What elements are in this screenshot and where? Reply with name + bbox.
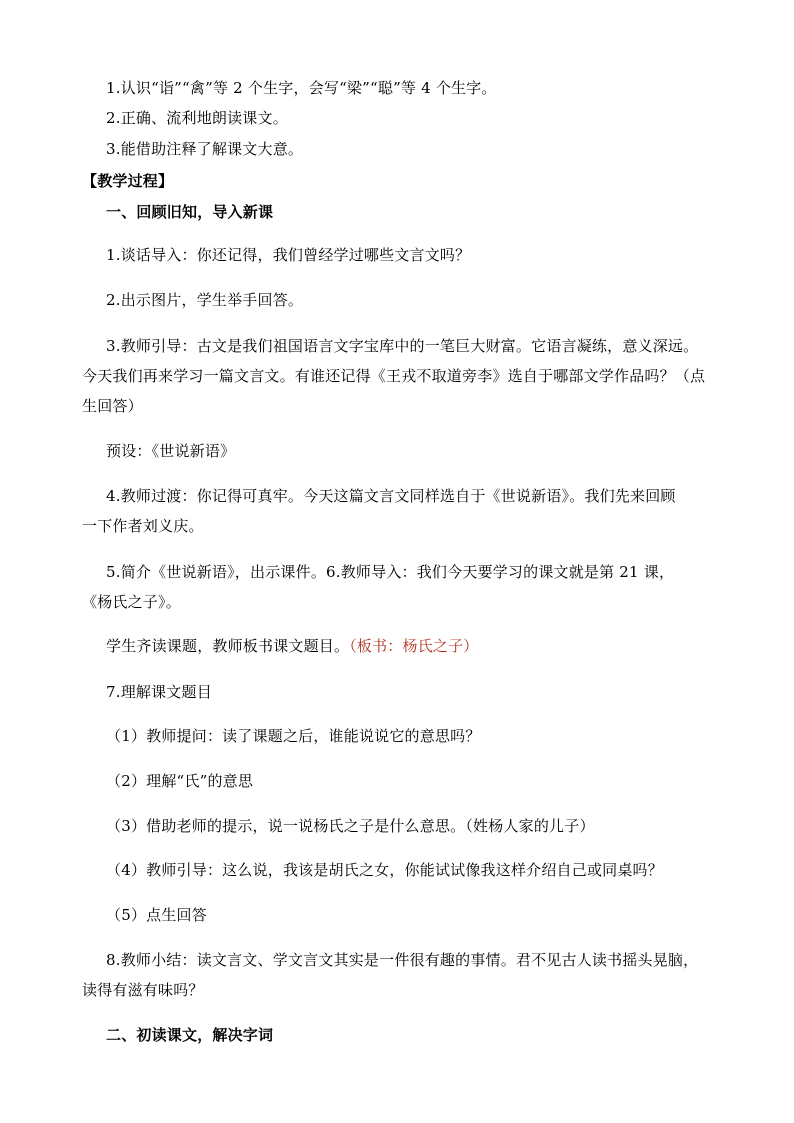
paragraph-8-line-1: 8.教师小结：读文言文、学文言文其实是一件很有趣的事情。君不见古人读书摇头晃脑， bbox=[106, 951, 699, 969]
paragraph-7: 7.理解课文题目 bbox=[106, 683, 212, 701]
paragraph-4-line-1: 4.教师过渡：你记得可真牢。今天这篇文言文同样选自于《世说新语》。我们先来回顾 bbox=[106, 487, 676, 505]
process-heading: 【教学过程】 bbox=[82, 172, 174, 190]
question-2: （2）理解“氏”的意思 bbox=[106, 772, 254, 790]
board-paragraph bbox=[106, 636, 479, 656]
board-instruction: 学生齐读课题，教师板书课文题目。 bbox=[106, 637, 350, 655]
section-2-heading: 二、初读课文，解决字词 bbox=[106, 1026, 274, 1044]
question-4: （4）教师引导：这么说，我该是胡氏之女，你能试试像我这样介绍自己或同桌吗？ bbox=[106, 861, 663, 879]
question-1: （1）教师提问：读了课题之后，谁能说说它的意思吗？ bbox=[106, 727, 481, 745]
question-5: （5）点生回答 bbox=[106, 906, 207, 924]
paragraph-4-line-2: 一下作者刘义庆。 bbox=[82, 517, 204, 535]
objective-1: 1.认识“诣”“禽”等 2 个生字，会写“梁”“聪”等 4 个生字。 bbox=[106, 79, 497, 97]
paragraph-1: 1.谈话导入：你还记得，我们曾经学过哪些文言文吗？ bbox=[106, 246, 471, 264]
paragraph-3-line-3: 生回答） bbox=[82, 397, 143, 415]
paragraph-8-line-2: 读得有滋有味吗？ bbox=[82, 981, 204, 999]
question-3: （3）借助老师的提示，说一说杨氏之子是什么意思。（姓杨人家的儿子） bbox=[106, 817, 595, 835]
paragraph-2: 2.出示图片，学生举手回答。 bbox=[106, 291, 304, 309]
preset-answer: 预设：《世说新语》 bbox=[106, 442, 236, 460]
objective-2: 2.正确、流利地朗读课文。 bbox=[106, 109, 288, 127]
board-note: （板书：杨氏之子） bbox=[349, 637, 479, 655]
paragraph-5-line-1: 5.简介《世说新语》，出示课件。6.教师导入：我们今天要学习的课文就是第 21 课， bbox=[106, 563, 675, 581]
section-1-heading: 一、回顾旧知，导入新课 bbox=[106, 203, 274, 221]
paragraph-3-line-2: 今天我们再来学习一篇文言文。有谁还记得《王戎不取道旁李》选自于哪部文学作品吗？（点 bbox=[82, 367, 706, 385]
paragraph-5-line-2: 《杨氏之子》。 bbox=[82, 593, 181, 611]
paragraph-3-line-1: 3.教师引导：古文是我们祖国语言文字宝库中的一笔巨大财富。它语言凝练，意义深远。 bbox=[106, 337, 699, 355]
objective-3: 3.能借助注释了解课文大意。 bbox=[106, 140, 304, 158]
